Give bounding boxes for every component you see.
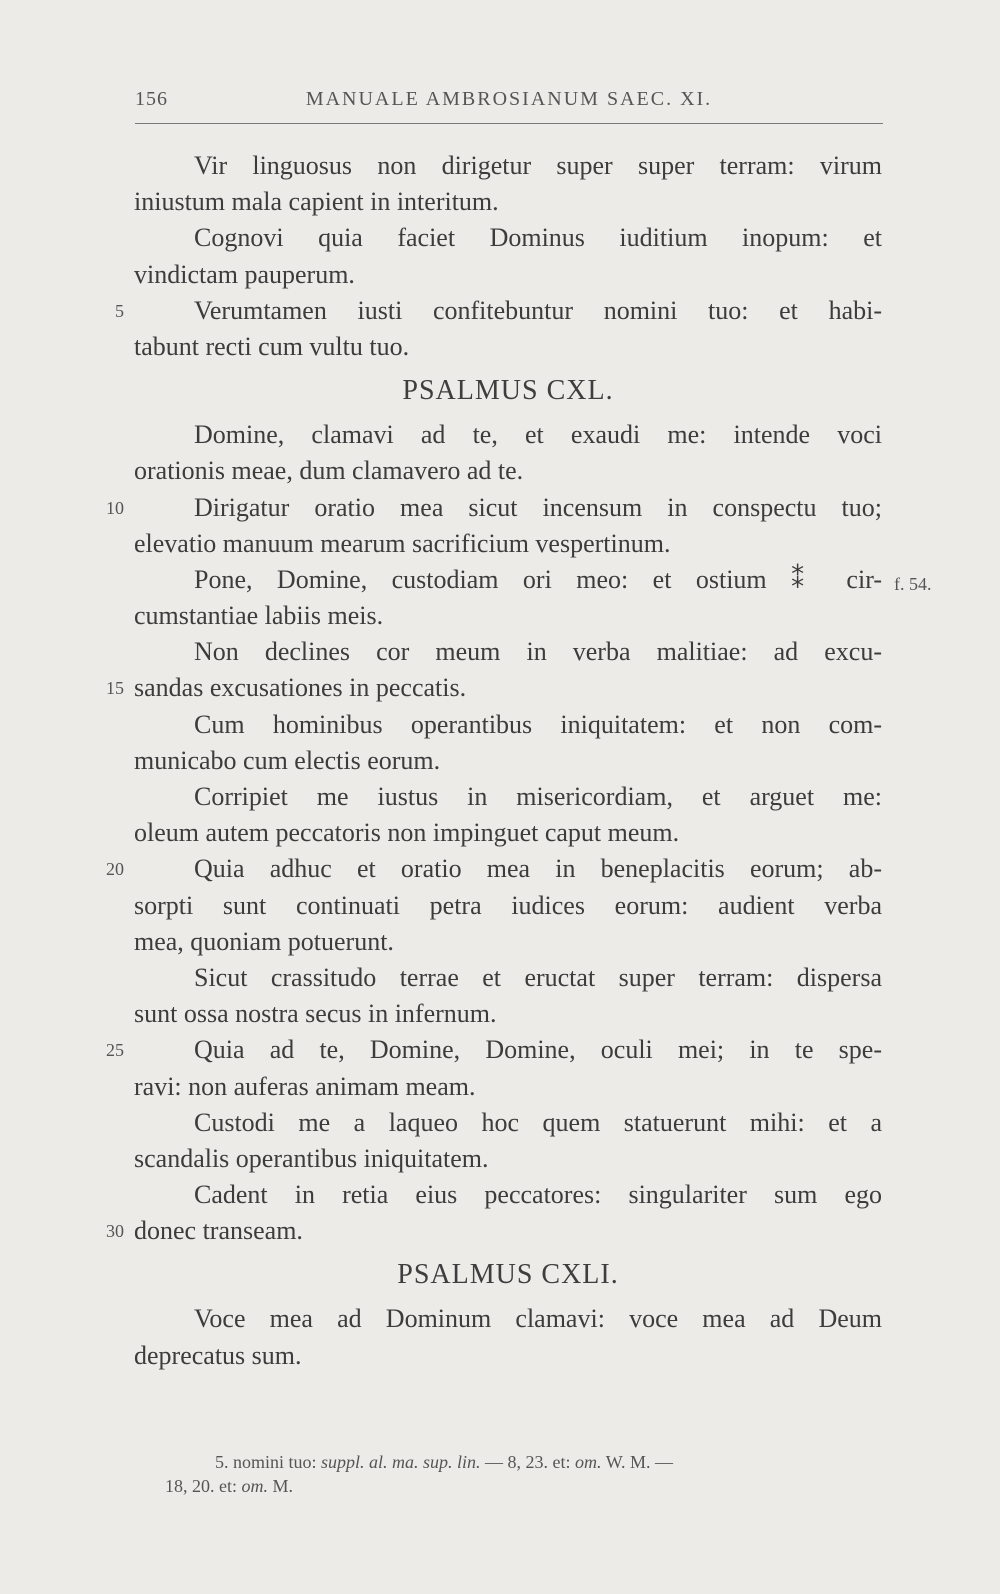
text-line xyxy=(134,220,882,256)
text-body xyxy=(106,148,932,1374)
line-text: scandalis operantibus iniquitatem. xyxy=(134,1143,489,1173)
footnote-italic: om. xyxy=(241,1476,268,1496)
line-number: 5 xyxy=(115,300,124,321)
line-number: 30 xyxy=(106,1221,124,1242)
text-line xyxy=(134,996,882,1032)
footnote-italic: om. xyxy=(575,1452,602,1472)
line-text: municabo cum electis eorum. xyxy=(134,745,441,775)
text-line xyxy=(134,1177,882,1213)
line-text: Dirigatur oratio mea sicut incensum in conspectu tuo; xyxy=(194,492,882,522)
text-line xyxy=(106,670,882,706)
line-text: ravi: non auferas animam meam. xyxy=(134,1071,476,1101)
footnote-line xyxy=(165,1474,883,1498)
text-line xyxy=(134,453,882,489)
text-line xyxy=(106,1032,882,1068)
text-line xyxy=(134,960,882,996)
footnotes xyxy=(165,1450,883,1498)
text-line xyxy=(134,1301,882,1337)
text-line xyxy=(134,924,882,960)
text-line xyxy=(134,417,882,453)
line-number: 25 xyxy=(106,1040,124,1061)
line-text: Verumtamen iusti confitebuntur nomini tuo: et habi- xyxy=(194,295,882,325)
line-text: Domine, clamavi ad te, et exaudi me: intende voci xyxy=(194,420,882,450)
psalm-heading-cxl: PSALMUS CXL. xyxy=(402,375,614,407)
text-line xyxy=(134,526,882,562)
text-line xyxy=(106,1213,882,1249)
text-line xyxy=(134,329,882,365)
psalm-heading-cxli: PSALMUS CXLI. xyxy=(397,1259,619,1291)
line-text: Quia ad te, Domine, Domine, oculi mei; in te spe- xyxy=(194,1035,882,1065)
running-header xyxy=(135,84,883,118)
text-line xyxy=(134,888,882,924)
text-line xyxy=(106,490,882,526)
line-text: sunt ossa nostra secus in infernum. xyxy=(134,999,497,1029)
line-text: tabunt recti cum vultu tuo. xyxy=(134,331,410,361)
verse-block-3 xyxy=(134,1301,882,1373)
verse-block-1 xyxy=(115,148,882,365)
text-line xyxy=(134,779,882,815)
text-line xyxy=(134,707,882,743)
footnote-text: 18, 20. et: xyxy=(165,1476,242,1496)
line-text: elevatio manuum mearum sacrificium vespertinum. xyxy=(134,528,671,558)
line-text: Sicut crassitudo terrae et eructat super terram: dispersa xyxy=(194,962,882,992)
line-number: 15 xyxy=(106,678,124,699)
text-line xyxy=(134,1338,882,1374)
line-text: Corripiet me iustus in misericordiam, et arguet me: xyxy=(194,782,882,811)
text-line xyxy=(134,598,882,634)
running-title: MANUALE AMBROSIANUM SAEC. XI. xyxy=(305,88,713,110)
line-text: Custodi me a laqueo hoc quem statuerunt mihi: et a xyxy=(194,1107,882,1137)
text-line xyxy=(134,1069,882,1105)
footnote-italic: suppl. al. ma. sup. lin. xyxy=(321,1452,481,1472)
footnote-text: M. xyxy=(268,1476,294,1496)
text-line xyxy=(134,743,882,779)
text-line xyxy=(134,184,882,220)
line-text: Cognovi quia faciet Dominus iuditium inopum: et xyxy=(194,223,882,253)
line-text: Vir linguosus non dirigetur super super terram: virum xyxy=(194,151,882,180)
text-line xyxy=(106,851,882,887)
line-text: Pone, Domine, custodiam ori meo: et ostium ⁑ cir- xyxy=(194,564,882,594)
line-text: cumstantiae labiis meis. xyxy=(134,601,384,631)
line-text: sandas excusationes in peccatis. xyxy=(134,673,467,703)
verse-block-2 xyxy=(106,417,932,1249)
line-text: orationis meae, dum clamavero ad te. xyxy=(134,456,524,486)
line-text: deprecatus sum. xyxy=(134,1340,302,1370)
line-number: 20 xyxy=(106,859,124,880)
footnote-line xyxy=(165,1450,883,1474)
text-line xyxy=(134,257,882,293)
line-text: iniustum mala capient in interitum. xyxy=(134,187,499,217)
line-text: sorpti sunt continuati petra iudices eorum: audient verba xyxy=(134,890,882,920)
text-line xyxy=(134,148,882,184)
footnote-text: — 8, 23. et: xyxy=(480,1452,576,1472)
line-text: Cum hominibus operantibus iniquitatem: et non com- xyxy=(194,709,882,739)
line-number: 10 xyxy=(106,497,124,518)
line-text: vindictam pauperum. xyxy=(134,259,355,289)
text-line xyxy=(134,815,882,851)
text-line xyxy=(134,1105,882,1141)
text-line xyxy=(134,562,932,598)
line-text: mea, quoniam potuerunt. xyxy=(134,926,394,956)
page-number: 156 xyxy=(135,88,168,110)
footnote-text: W. M. — xyxy=(601,1452,674,1472)
line-text: oleum autem peccatoris non impinguet caput meum. xyxy=(134,818,680,848)
footnote-text: 5. nomini tuo: xyxy=(215,1452,322,1472)
line-text: Quia adhuc et oratio mea in beneplacitis eorum; ab- xyxy=(194,854,882,884)
line-text: donec transeam. xyxy=(134,1216,303,1246)
line-text: Voce mea ad Dominum clamavi: voce mea ad Deum xyxy=(194,1304,882,1334)
header-rule xyxy=(135,123,883,124)
text-line xyxy=(134,1141,882,1177)
text-line xyxy=(115,293,882,329)
line-text: Non declines cor meum in verba malitiae: ad excu- xyxy=(194,637,882,667)
line-text: Cadent in retia eius peccatores: singulariter sum ego xyxy=(194,1180,882,1210)
text-line xyxy=(134,634,882,670)
folio-marginal-note: f. 54. xyxy=(894,573,932,594)
